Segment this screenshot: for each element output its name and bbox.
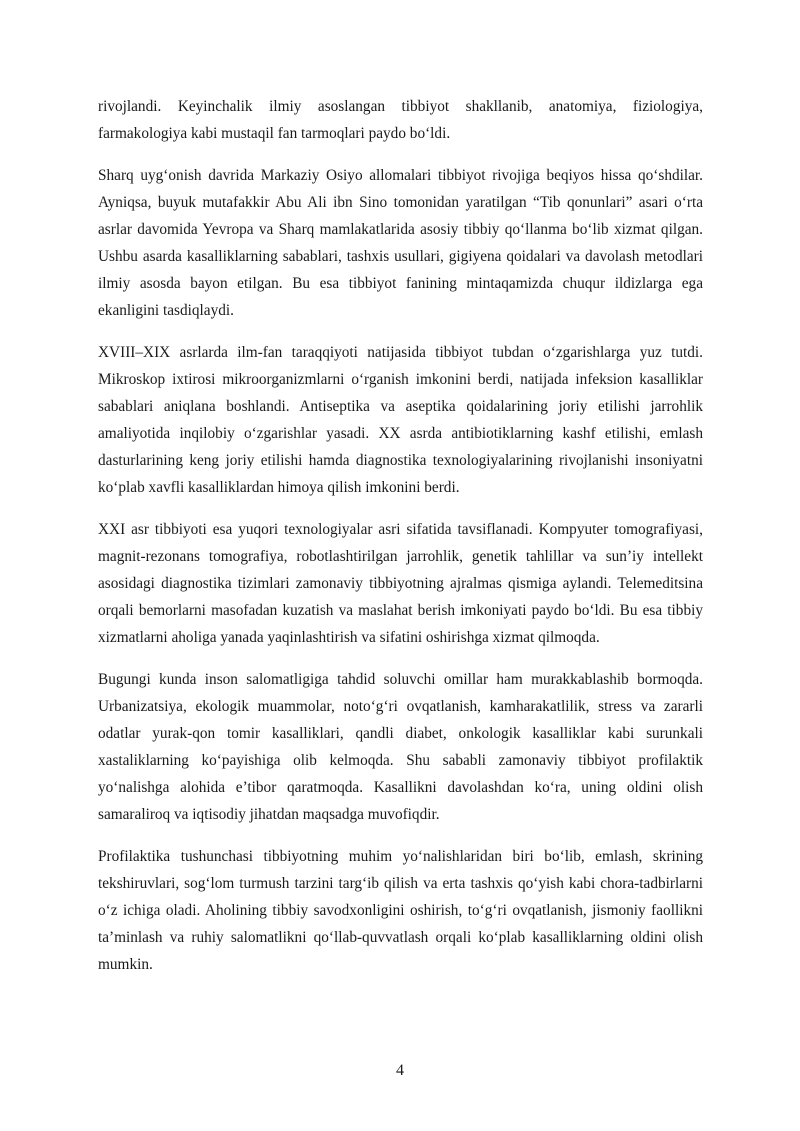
paragraph-2: Sharq uyg‘onish davrida Markaziy Osiyo allomalari tibbiyot rivojiga beqiyos hissa qo‘shdilar. Ayniqsa, buyuk mutafakkir Abu Ali ibn Sino tomonidan yaratilgan “Tib qonunlari” asari o‘rta asrlar davomida Yevropa va Sharq mamlakatlarida asosiy tibbiy qo‘llanma bo‘lib xizmat qilgan. Ushbu asarda kasalliklarning sabablari, tashxis usullari, gigiyena qoidalari va davolash metodlari ilmiy asosda bayon etilgan. Bu esa tibbiyot fanining mintaqamizda chuqur ildizlarga ega ekanligini tasdiqlaydi.	[98, 167, 703, 319]
page-body	[98, 93, 703, 993]
paragraph-1: rivojlandi. Keyinchalik ilmiy asoslangan tibbiyot shakllanib, anatomiya, fiziologiya, farmakologiya kabi mustaqil fan tarmoqlari paydo bo‘ldi.	[98, 98, 703, 142]
paragraph-5: Bugungi kunda inson salomatligiga tahdid soluvchi omillar ham murakkablashib bormoqda. Urbanizatsiya, ekologik muammolar, noto‘g‘ri ovqatlanish, kamharakatlilik, stress va zararli odatlar yurak-qon tomir kasalliklari, qandli diabet, onkologik kasalliklar kabi surunkali xastaliklarning ko‘payishiga olib kelmoqda. Shu sababli zamonaviy tibbiyot profilaktik yo‘nalishga alohida e’tibor qaratmoqda. Kasallikni davolashdan ko‘ra, uning oldini olish samaraliroq va iqtisodiy jihatdan maqsadga muvofiqdir.	[98, 671, 703, 823]
paragraph-4: XXI asr tibbiyoti esa yuqori texnologiyalar asri sifatida tavsiflanadi. Kompyuter tomografiyasi, magnit-rezonans tomografiya, robotlashtirilgan jarrohlik, genetik tahlillar va sun’iy intellekt asosidagi diagnostika tizimlari zamonaviy tibbiyotning ajralmas qismiga aylandi. Telemeditsina orqali bemorlarni masofadan kuzatish va maslahat berish imkoniyati paydo bo‘ldi. Bu esa tibbiy xizmatlarni aholiga yanada yaqinlashtirish va sifatini oshirishga xizmat qilmoqda.	[98, 521, 703, 646]
paragraph-3: XVIII–XIX asrlarda ilm-fan taraqqiyoti natijasida tibbiyot tubdan o‘zgarishlarga yuz tutdi. Mikroskop ixtirosi mikroorganizmlarni o‘rganish imkonini berdi, natijada infeksion kasalliklar sabablari aniqlana boshlandi. Antiseptika va aseptika qoidalarining joriy etilishi jarrohlik amaliyotida inqilobiy o‘zgarishlar yasadi. XX asrda antibiotiklarning kashf etilishi, emlash dasturlarining keng joriy etilishi hamda diagnostika texnologiyalarining rivojlanishi insoniyatni ko‘plab xavfli kasalliklardan himoya qilish imkonini berdi.	[98, 344, 703, 496]
paragraph-6: Profilaktika tushunchasi tibbiyotning muhim yo‘nalishlaridan biri bo‘lib, emlash, skrining tekshiruvlari, sog‘lom turmush tarzini targ‘ib qilish va erta tashxis qo‘yish kabi chora-tadbirlarni o‘z ichiga oladi. Aholining tibbiy savodxonligini oshirish, to‘g‘ri ovqatlanish, jismoniy faollikni ta’minlash va ruhiy salomatlikni qo‘llab-quvvatlash orqali ko‘plab kasalliklarning oldini olish mumkin.	[98, 848, 703, 973]
page-number: 4	[396, 1062, 404, 1079]
